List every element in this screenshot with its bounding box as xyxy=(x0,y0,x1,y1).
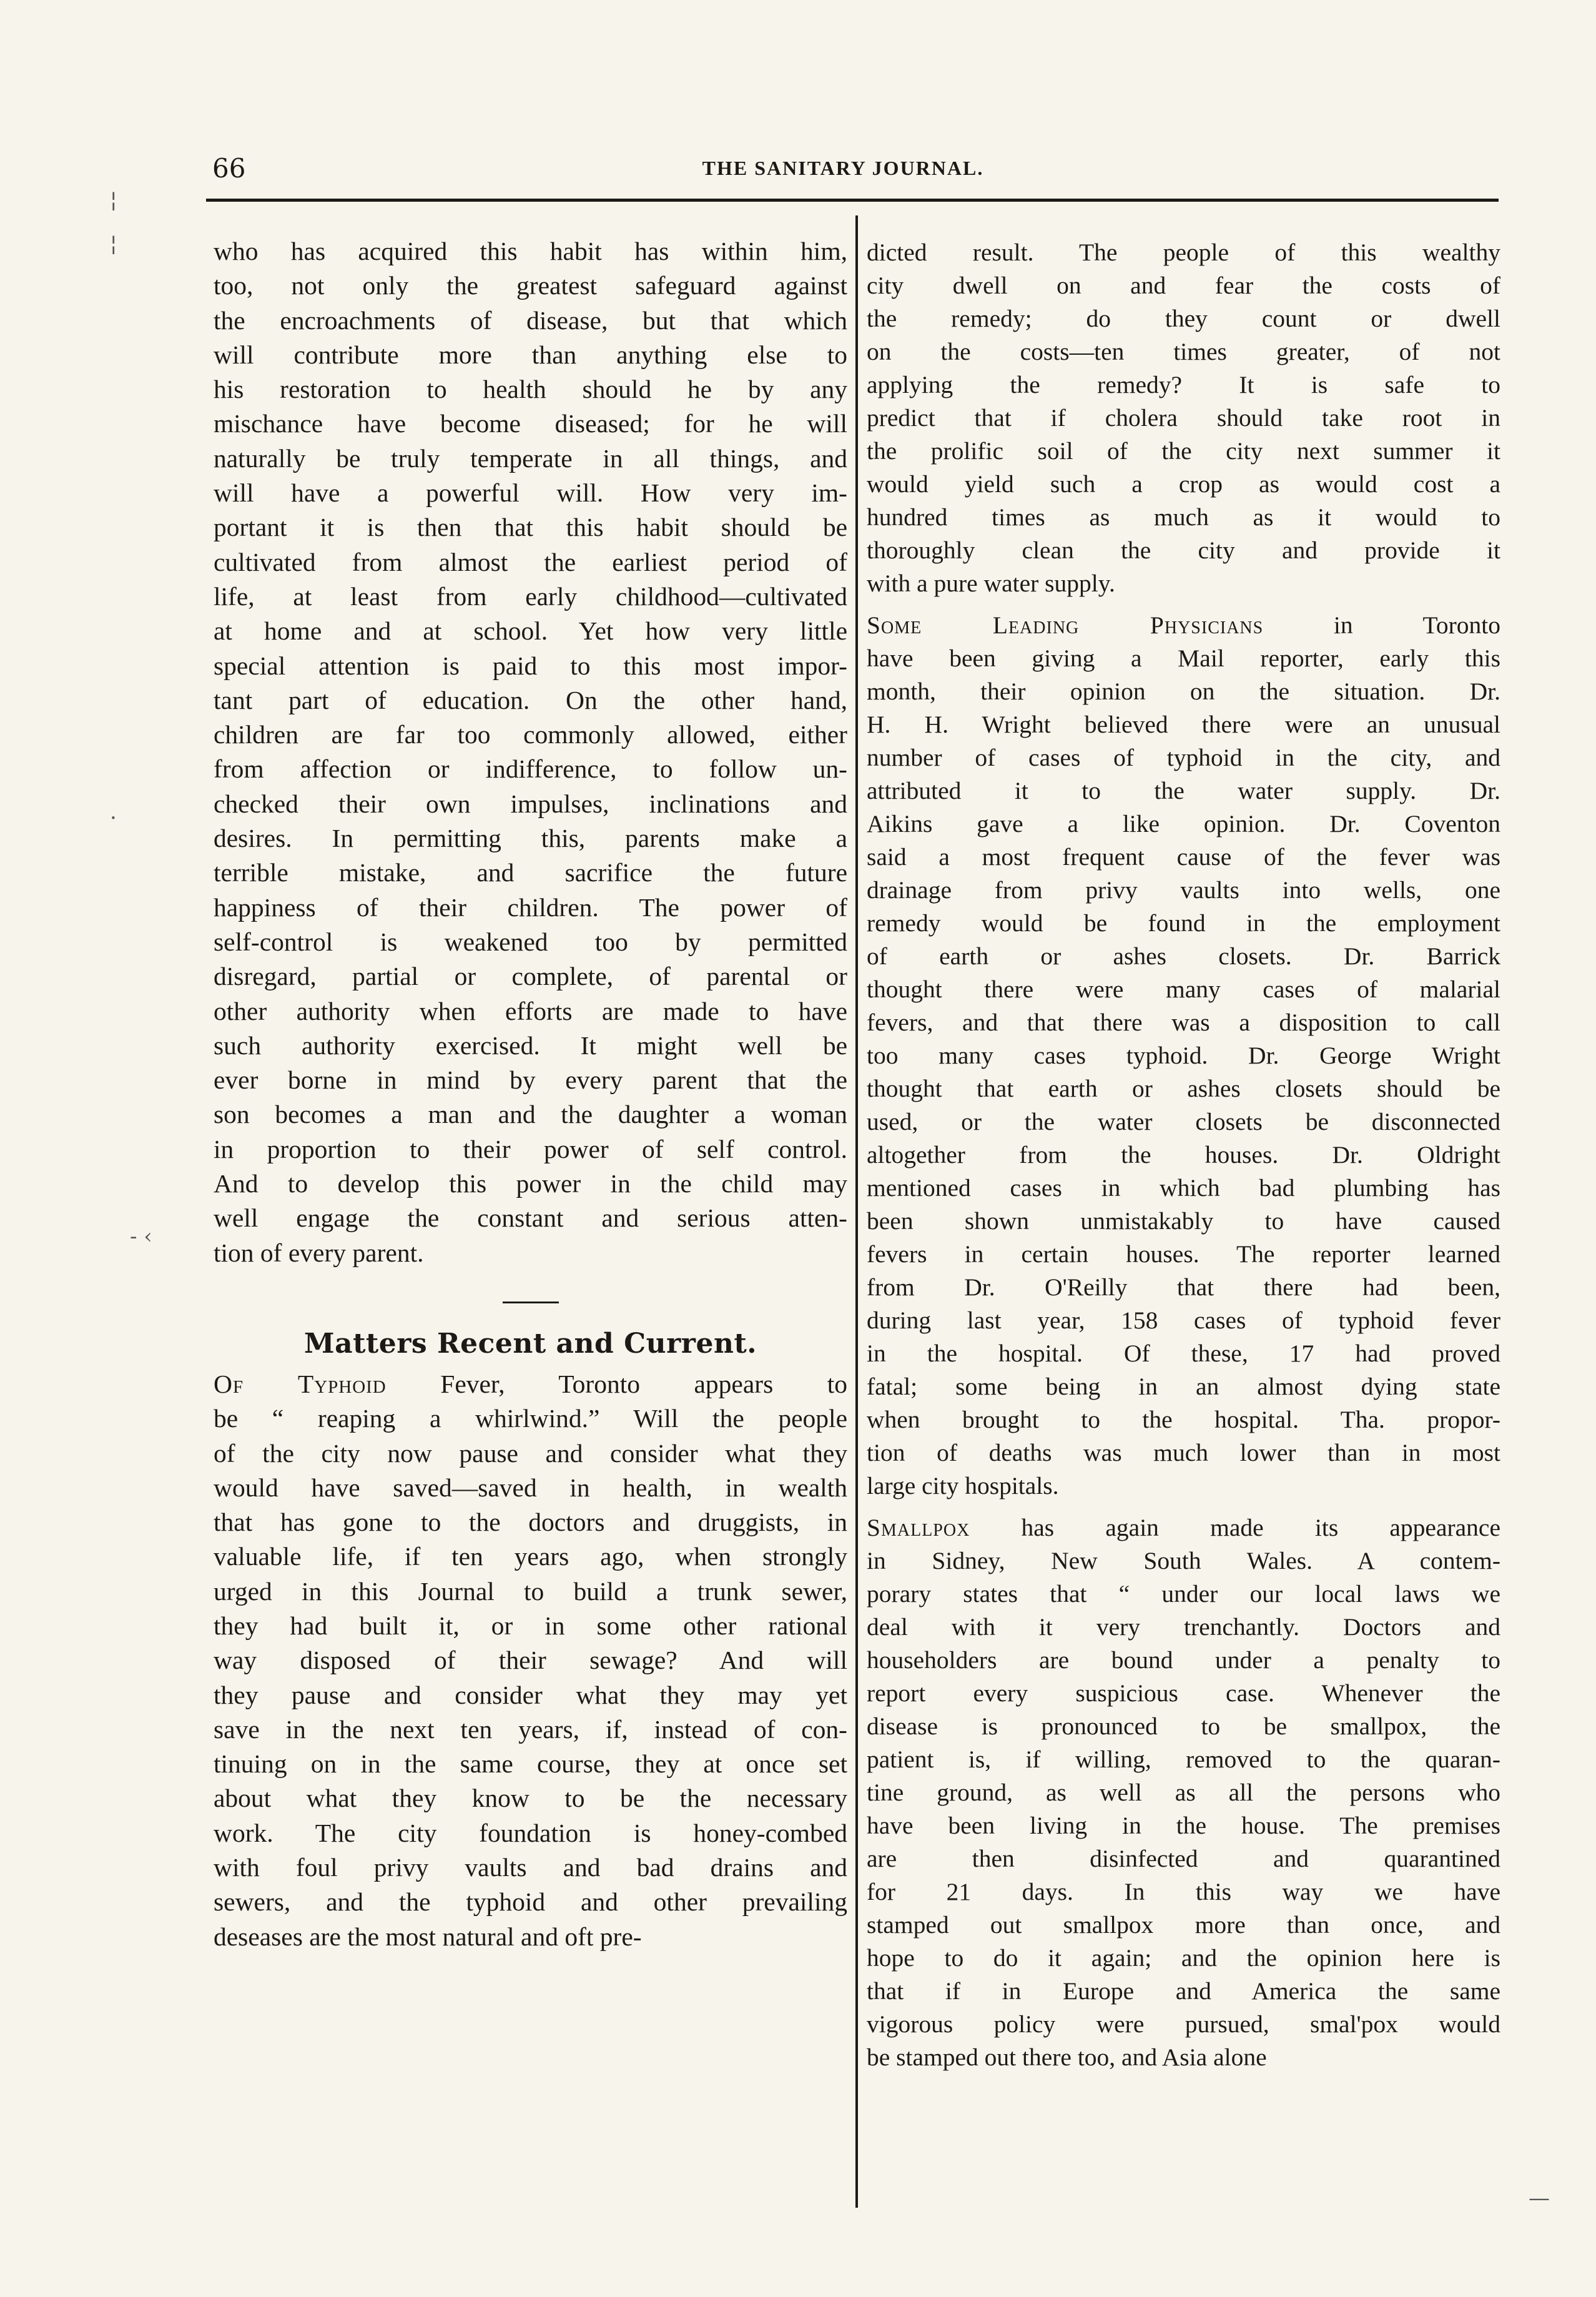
section-divider xyxy=(503,1302,559,1303)
text-line: such authority exercised. It might well be xyxy=(214,1030,847,1060)
text-line: thoroughly clean the city and provide it xyxy=(867,536,1500,564)
column-divider xyxy=(855,215,858,2208)
article-paragraph xyxy=(214,1367,847,1954)
text-line: will have a powerful will. How very im- xyxy=(214,478,847,508)
margin-tick-mark: · xyxy=(110,806,117,831)
header-rule xyxy=(206,199,1499,202)
text-line: be stamped out there too, and Asia alone xyxy=(867,2043,1267,2071)
text-line: way disposed of their sewage? And will xyxy=(214,1646,847,1675)
text-line: city dwell on and fear the costs of xyxy=(867,272,1500,299)
small-caps-lead: Smallpox xyxy=(867,1514,970,1541)
text-line: well engage the constant and serious atten- xyxy=(214,1203,847,1233)
text-line: patient is, if willing, removed to the quaran- xyxy=(867,1746,1500,1773)
text-line: special attention is paid to this most impor- xyxy=(214,651,847,680)
text-line: on the costs—ten times greater, of not xyxy=(867,338,1500,365)
right-column xyxy=(867,236,1500,2074)
text-line: during last year, 158 cases of typhoid fever xyxy=(867,1307,1500,1334)
page-header xyxy=(187,153,1499,198)
text-line: at home and at school. Yet how very little xyxy=(214,616,847,646)
text-line: work. The city foundation is honey-combed xyxy=(214,1818,847,1847)
text-line: thought there were many cases of malarial xyxy=(867,976,1500,1003)
text-line: the encroachments of disease, but that which xyxy=(214,305,847,335)
text-line: they had built it, or in some other rational xyxy=(214,1611,847,1640)
text-line: in the hospital. Of these, 17 had proved xyxy=(867,1340,1500,1367)
text-line: report every suspicious case. Whenever the xyxy=(867,1679,1500,1707)
text-line: fatal; some being in an almost dying state xyxy=(867,1373,1500,1400)
text-line: from Dr. O'Reilly that there had been, xyxy=(867,1273,1500,1301)
text-line: checked their own impulses, inclinations and xyxy=(214,789,847,818)
text-line: large city hospitals. xyxy=(867,1472,1059,1499)
text-line: for 21 days. In this way we have xyxy=(867,1878,1500,1905)
text-line: month, their opinion on the situation. Dr. xyxy=(867,678,1500,705)
text-line: urged in this Journal to build a trunk sewer, xyxy=(214,1576,847,1606)
article-paragraph xyxy=(867,236,1500,600)
text-line: tion of every parent. xyxy=(214,1238,424,1267)
article-paragraph xyxy=(867,1511,1500,2074)
text-line: fevers, and that there was a disposition to call xyxy=(867,1009,1500,1036)
text-line: said a most frequent cause of the fever was xyxy=(867,843,1500,871)
text-line: drainage from privy vaults into wells, one xyxy=(867,876,1500,904)
text-line: naturally be truly temperate in all things, and xyxy=(214,443,847,473)
text-line: ever borne in mind by every parent that the xyxy=(214,1065,847,1095)
text-line: hope to do it again; and the opinion here is xyxy=(867,1944,1500,1972)
text-line: Aikins gave a like opinion. Dr. Coventon xyxy=(867,810,1500,837)
text-line: his restoration to health should he by any xyxy=(214,375,847,404)
text-line: children are far too commonly allowed, either xyxy=(214,720,847,749)
text-line: stamped out smallpox more than once, and xyxy=(867,1911,1500,1939)
text-line: Of Typhoid Fever, Toronto appears to xyxy=(214,1369,847,1398)
text-line: the remedy; do they count or dwell xyxy=(867,305,1500,332)
text-line: thought that earth or ashes closets should be xyxy=(867,1075,1500,1102)
text-line: cultivated from almost the earliest period of xyxy=(214,547,847,576)
text-line: that if in Europe and America the same xyxy=(867,1977,1500,2005)
text-line: hundred times as much as it would to xyxy=(867,503,1500,531)
text-line: would yield such a crop as would cost a xyxy=(867,470,1500,498)
text-line: would have saved—saved in health, in wealth xyxy=(214,1473,847,1502)
text-line: altogether from the houses. Dr. Oldright xyxy=(867,1141,1500,1168)
text-line: tion of deaths was much lower than in most xyxy=(867,1439,1500,1466)
text-line: happiness of their children. The power of xyxy=(214,892,847,922)
text-line: householders are bound under a penalty to xyxy=(867,1646,1500,1674)
text-line: deal with it very trenchantly. Doctors and xyxy=(867,1613,1500,1641)
text-line: porary states that “ under our local laws we xyxy=(867,1580,1500,1608)
section-heading: Matters Recent and Current. xyxy=(303,1327,757,1360)
text-line: attributed it to the water supply. Dr. xyxy=(867,777,1500,804)
text-line: tant part of education. On the other hand, xyxy=(214,685,847,714)
text-line: in proportion to their power of self control. xyxy=(214,1134,847,1163)
page-number: 66 xyxy=(212,153,246,184)
text-line: disease is pronounced to be smallpox, the xyxy=(867,1712,1500,1740)
text-line: when brought to the hospital. Tha. propor- xyxy=(867,1406,1500,1433)
text-line: other authority when efforts are made to have xyxy=(214,996,847,1025)
text-line: Some Leading Physicians in Toronto xyxy=(867,611,1500,639)
text-line: mentioned cases in which bad plumbing has xyxy=(867,1174,1500,1202)
text-line: number of cases of typhoid in the city, and xyxy=(867,744,1500,771)
text-line: have been giving a Mail reporter, early this xyxy=(867,645,1500,672)
small-caps-lead: Some Leading Physicians xyxy=(867,611,1264,639)
text-line: fevers in certain houses. The reporter learned xyxy=(867,1240,1500,1268)
text-line: applying the remedy? It is safe to xyxy=(867,371,1500,398)
text-line: terrible mistake, and sacrifice the future xyxy=(214,858,847,887)
text-line: life, at least from early childhood—cultivated xyxy=(214,581,847,611)
running-head: THE SANITARY JOURNAL. xyxy=(702,157,984,179)
text-line: of the city now pause and consider what they xyxy=(214,1438,847,1468)
text-line: son becomes a man and the daughter a woman xyxy=(214,1100,847,1129)
text-line: And to develop this power in the child may xyxy=(214,1169,847,1198)
margin-tick-mark: ¦ xyxy=(110,187,117,212)
text-line: tinuing on in the same course, they at once set xyxy=(214,1749,847,1779)
text-line: deseases are the most natural and oft pre- xyxy=(214,1922,642,1951)
text-line: they pause and consider what they may yet xyxy=(214,1680,847,1709)
left-column xyxy=(214,234,847,1954)
small-caps-lead: Of Typhoid xyxy=(214,1369,387,1398)
text-line: the prolific soil of the city next summer it xyxy=(867,437,1500,465)
text-line: with a pure water supply. xyxy=(867,570,1115,597)
text-line: dicted result. The people of this wealthy xyxy=(867,239,1500,266)
text-line: sewers, and the typhoid and other prevailing xyxy=(214,1887,847,1917)
margin-tick-mark: ¦ xyxy=(110,231,117,256)
text-line: that has gone to the doctors and druggists, in xyxy=(214,1508,847,1537)
text-line: remedy would be found in the employment xyxy=(867,909,1500,937)
text-line: predict that if cholera should take root in xyxy=(867,404,1500,432)
text-line: about what they know to be the necessary xyxy=(214,1784,847,1813)
text-line: tine ground, as well as all the persons who xyxy=(867,1779,1500,1806)
text-line: too, not only the greatest safeguard against xyxy=(214,271,847,300)
text-line: mischance have become diseased; for he will xyxy=(214,409,847,438)
margin-tick-mark: — xyxy=(1529,2186,1550,2211)
text-line: used, or the water closets be disconnected xyxy=(867,1108,1500,1135)
article-paragraph xyxy=(214,234,847,1270)
text-line: vigorous policy were pursued, smal'pox would xyxy=(867,2010,1500,2038)
text-line: will contribute more than anything else to xyxy=(214,340,847,369)
article-paragraph xyxy=(867,609,1500,1503)
text-line: desires. In permitting this, parents make a xyxy=(214,824,847,853)
text-line: been shown unmistakably to have caused xyxy=(867,1207,1500,1235)
text-line: valuable life, if ten years ago, when strongly xyxy=(214,1542,847,1571)
text-line: save in the next ten years, if, instead of con- xyxy=(214,1714,847,1744)
text-line: Smallpox has again made its appearance xyxy=(867,1514,1500,1541)
text-line: be “ reaping a whirlwind.” Will the people xyxy=(214,1404,847,1433)
text-line: too many cases typhoid. Dr. George Wright xyxy=(867,1042,1500,1069)
text-line: portant it is then that this habit should be xyxy=(214,513,847,542)
text-line: disregard, partial or complete, of parental or xyxy=(214,962,847,991)
text-line: who has acquired this habit has within him, xyxy=(214,237,847,265)
text-line: self-control is weakened too by permitted xyxy=(214,927,847,956)
text-line: with foul privy vaults and bad drains and xyxy=(214,1853,847,1882)
text-line: are then disinfected and quarantined xyxy=(867,1845,1500,1872)
text-line: have been living in the house. The premises xyxy=(867,1812,1500,1839)
text-line: of earth or ashes closets. Dr. Barrick xyxy=(867,942,1500,970)
text-line: H. H. Wright believed there were an unusual xyxy=(867,711,1500,738)
text-line: from affection or indifference, to follow un- xyxy=(214,754,847,784)
text-line: in Sidney, New South Wales. A contem- xyxy=(867,1547,1500,1574)
margin-tick-mark: ‐ ‹ xyxy=(130,1224,152,1249)
